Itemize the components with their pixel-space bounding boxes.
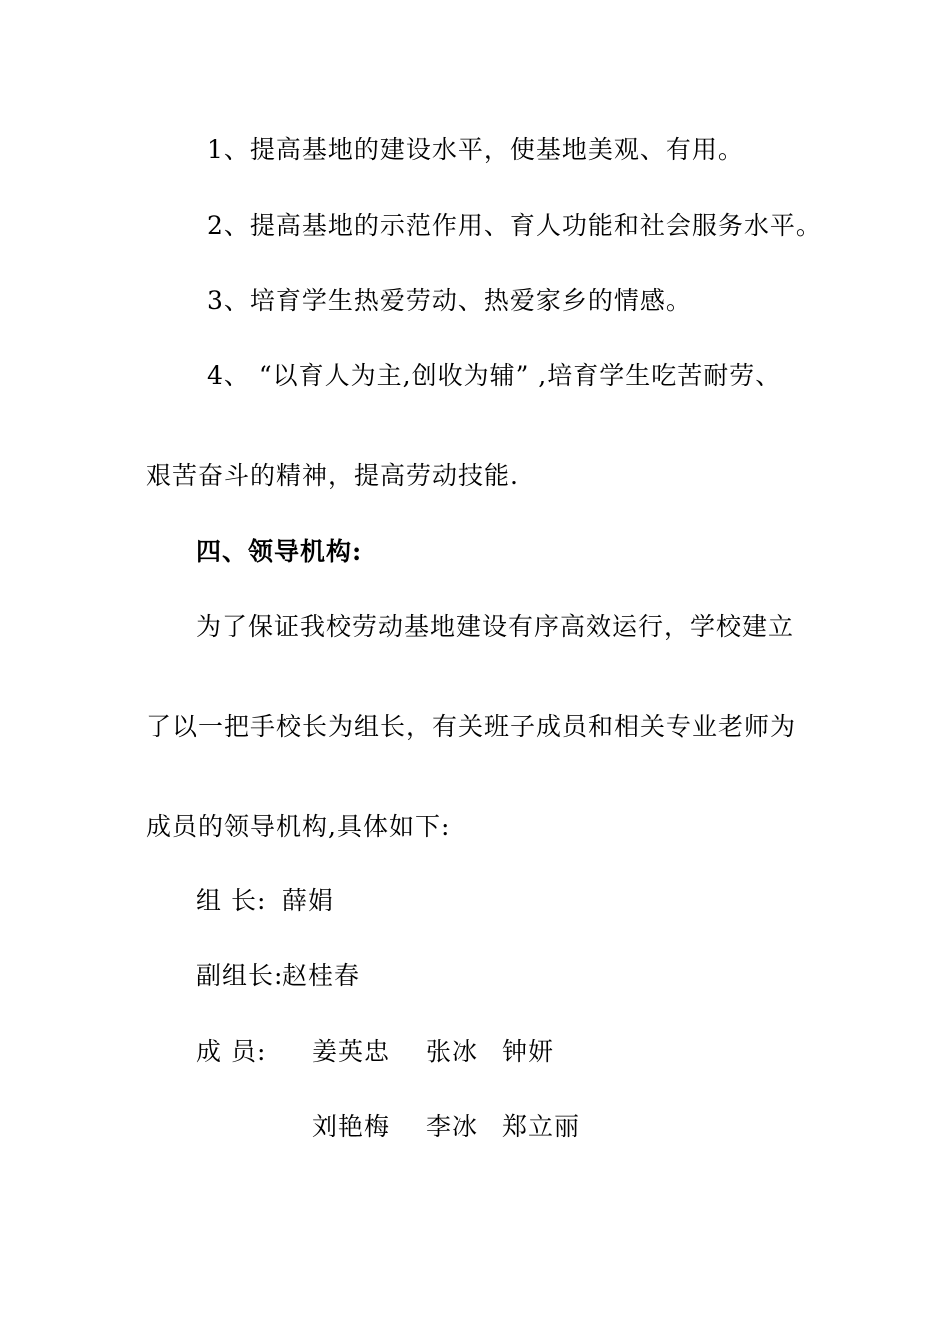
list-item-1: 1、提高基地的建设水平，使基地美观、有用。: [207, 135, 744, 164]
member-name: 张冰: [426, 1037, 479, 1066]
deputy-row: [196, 961, 496, 991]
member-name: 郑立丽: [502, 1112, 581, 1141]
leader-label: 组 长:: [196, 886, 267, 915]
list-item-4-continuation: 艰苦奋斗的精神，提高劳动技能.: [146, 461, 519, 490]
paragraph-line-3: 成员的领导机构,具体如下:: [146, 812, 451, 841]
list-item-4: 4、 “以育人为主,创收为辅” ,培育学生吃苦耐劳、: [207, 361, 782, 390]
list-item-2: 2、提高基地的示范作用、育人功能和社会服务水平。: [207, 211, 822, 240]
paragraph-line-2: 了以一把手校长为组长，有关班子成员和相关专业老师为: [146, 712, 797, 741]
list-item-3: 3、培育学生热爱劳动、热爱家乡的情感。: [207, 286, 692, 315]
deputy-label: 副组长:: [196, 961, 284, 990]
leader-name: 薛娟: [282, 886, 335, 915]
member-name: 钟妍: [502, 1037, 555, 1066]
section-heading: 四、领导机构:: [196, 537, 363, 566]
member-name: 姜英忠: [312, 1037, 391, 1066]
members-row-1: [196, 1037, 616, 1067]
deputy-name: 赵桂春: [282, 961, 361, 990]
member-name: 刘艳梅: [312, 1112, 391, 1141]
member-name: 李冰: [426, 1112, 479, 1141]
paragraph-line-1: 为了保证我校劳动基地建设有序高效运行，学校建立: [196, 612, 795, 641]
members-row-2: [312, 1112, 632, 1142]
members-label: 成 员:: [196, 1037, 267, 1066]
leader-row: [196, 886, 496, 916]
